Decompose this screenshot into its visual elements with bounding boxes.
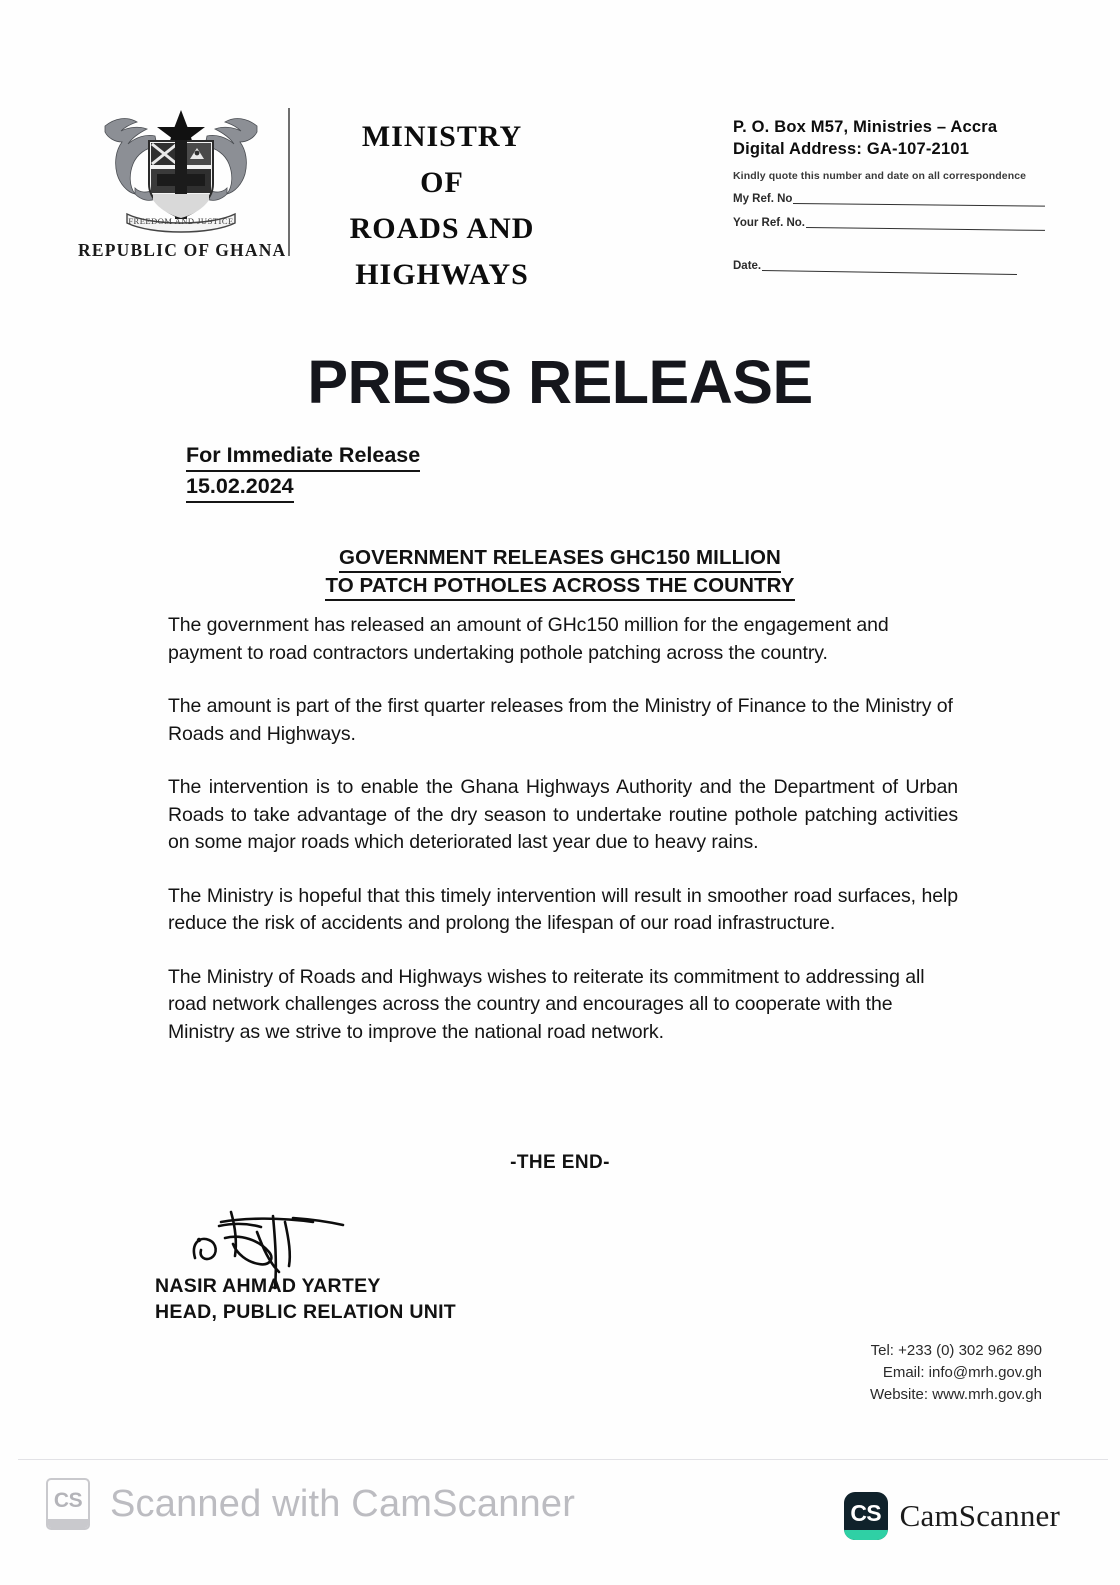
your-ref-rule[interactable] [806, 227, 1045, 231]
ministry-line-1: MINISTRY [361, 120, 523, 153]
camscanner-watermark-icon [46, 1478, 90, 1530]
page-title: PRESS RELEASE [307, 348, 813, 416]
paragraph: The Ministry is hopeful that this timely intervention will result in smoother road surfaces, help reduce the risk of accidents and prolong the lifespan of our road infrastructure. [168, 884, 958, 934]
footer-divider [18, 1459, 1108, 1460]
paragraph: The intervention is to enable the Ghana Highways Authority and the Department of Urban Roads to take advantage of the dry season to undertake routine pothole patching activities on some major roads which deteriorated last year due to heavy rains. [168, 776, 958, 853]
quote-note: Kindly quote this number and date on all correspondence [733, 170, 1027, 182]
paragraph: The Ministry of Roads and Highways wishes to reiterate its commitment to addressing all road network challenges across the country and encourages all to cooperate with the Ministry as we strive to improve the national road network. [168, 965, 925, 1043]
your-ref-row [733, 217, 1045, 230]
my-ref-rule[interactable] [793, 203, 1045, 207]
paragraph: The amount is part of the first quarter releases from the Ministry of Finance to the Ministry of Roads and Highways. [168, 695, 953, 745]
crest-caption: REPUBLIC OF GHANA [78, 240, 287, 260]
crest-block [78, 96, 287, 261]
end-marker: -THE END- [510, 1152, 610, 1173]
ministry-line-2: OF [420, 166, 464, 199]
my-ref-label: My Ref. No [733, 193, 793, 205]
body-copy [168, 612, 958, 1072]
address-block [733, 116, 1045, 273]
camscanner-logo-badge-label: CS [850, 1500, 881, 1526]
your-ref-label: Your Ref. No. [733, 217, 805, 229]
headline-line-1: GOVERNMENT RELEASES GHC150 MILLION [339, 545, 781, 573]
svg-text:FREEDOM AND JUSTICE: FREEDOM AND JUSTICE [127, 216, 234, 226]
signatory-role: HEAD, PUBLIC RELATION UNIT [155, 1301, 457, 1323]
release-meta [186, 441, 420, 503]
camscanner-logo-icon [844, 1492, 888, 1540]
camscanner-watermark-label: Scanned with CamScanner [110, 1482, 576, 1525]
signature-area [155, 1196, 575, 1325]
date-rule[interactable] [762, 270, 1017, 275]
contact-website: Website: www.mrh.gov.gh [869, 1386, 1042, 1403]
contact-tel: Tel: +233 (0) 302 962 890 [870, 1342, 1042, 1359]
camscanner-watermark [46, 1478, 575, 1530]
signatory-name: NASIR AHMAD YARTEY [155, 1275, 381, 1297]
camscanner-logo-label: CamScanner [899, 1498, 1060, 1533]
my-ref-row [733, 193, 1045, 206]
camscanner-watermark-badge-label: CS [53, 1489, 83, 1512]
ministry-line-3: ROADS AND [349, 212, 535, 245]
ministry-name [312, 114, 572, 298]
ministry-line-4: HIGHWAYS [355, 258, 529, 291]
headline [0, 545, 1120, 601]
release-date: 15.02.2024 [186, 472, 294, 503]
release-notice: For Immediate Release [186, 441, 420, 472]
contact-email: Email: info@mrh.gov.gh [882, 1364, 1042, 1381]
digital-address-line: Digital Address: GA-107-2101 [733, 140, 970, 158]
po-box-line: P. O. Box M57, Ministries – Accra [733, 118, 998, 136]
ghana-coat-of-arms-icon [91, 96, 271, 238]
letterhead [0, 96, 1120, 296]
contact-block [870, 1340, 1042, 1406]
date-row [733, 260, 1045, 273]
headline-line-2: TO PATCH POTHOLES ACROSS THE COUNTRY [325, 573, 794, 601]
paragraph: The government has released an amount of GHc150 million for the engagement and payment to road contractors undertaking pothole patching across the country. [168, 614, 889, 664]
date-label: Date. [733, 260, 762, 272]
header-divider [288, 108, 290, 256]
camscanner-logo [844, 1492, 1060, 1540]
